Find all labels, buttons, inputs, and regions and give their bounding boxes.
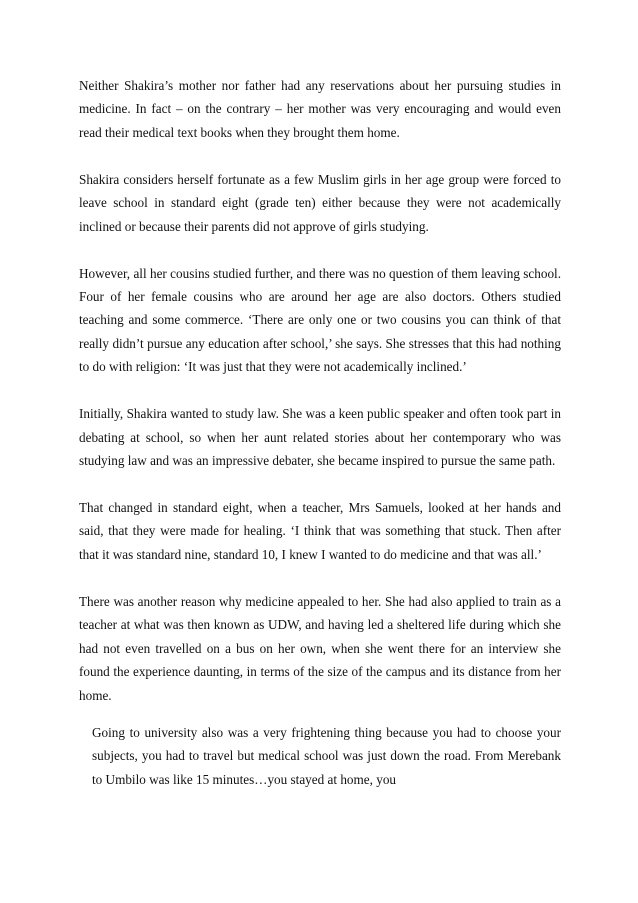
- paragraph-standard-eight: That changed in standard eight, when a teacher, Mrs Samuels, looked at her hands and said, that they were made for healing. ‘I think that was something that stuck. Then after that it was standard nine, standard 10, I knew I wanted to do medicine and that was all.’: [79, 500, 561, 562]
- paragraph-parents-support: Neither Shakira’s mother nor father had any reservations about her pursuing studies in medicine. In fact – on the contrary – her mother was very encouraging and would even read their medical text books when they brought them home.: [79, 78, 561, 140]
- paragraph-fortunate: Shakira considers herself fortunate as a few Muslim girls in her age group were forced to leave school in standard eight (grade ten) either because they were not academically inclined or because their parents did not approve of girls studying.: [79, 171, 561, 234]
- paragraph-law-ambition: Initially, Shakira wanted to study law. She was a keen public speaker and often took part in debating at school, so when her aunt related stories about her contemporary who was studying law and was an impressive debater, she became inspired to pursue the same path.: [79, 406, 561, 469]
- paragraph-another-reason: There was another reason why medicine appealed to her. She had also applied to train as a teacher at what was then known as UDW, and having led a sheltered life during which she had not even travelled on a bus on her own, when she went there for an interview she found the experience daunting, in terms of the size of the campus and its distance from her home.: [79, 593, 561, 703]
- paragraph-cousins: However, all her cousins studied further, and there was no question of them leaving school. Four of her female cousins who are around her age are also doctors. Others studied teaching and some commerce. ‘There are only one or two cousins you can think of that really didn’t pursue any education after school,’ she says. She stresses that this had nothing to do with religion: ‘It was just that they were not academically inclined.’: [79, 265, 561, 375]
- block-quote: Going to university also was a very frightening thing because you had to choose your subjects, you had to travel but medical school was just down the road. From Merebank to Umbilo was like 15 minutes…you stayed at home, you: [92, 724, 561, 787]
- document-body: [79, 74, 561, 791]
